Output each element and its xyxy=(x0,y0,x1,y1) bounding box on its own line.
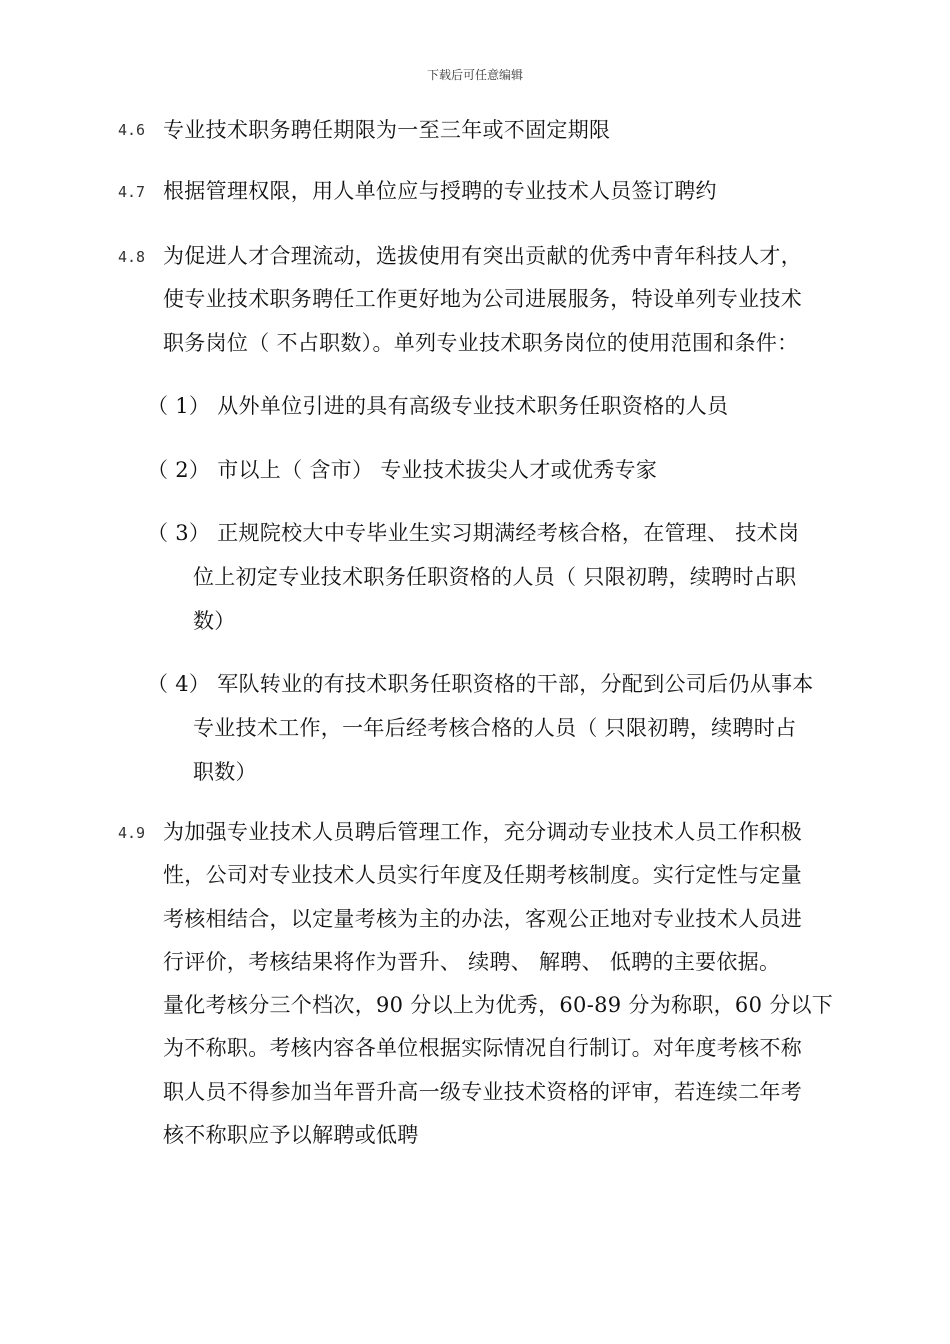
list-item-1 xyxy=(147,384,867,428)
text-line: （ 4） 军队转业的有技术职务任职资格的干部，分配到公司后仍从事本 xyxy=(147,672,814,696)
text-line: 职数） xyxy=(193,760,257,784)
section-4-8-text xyxy=(163,235,863,365)
list-item-3 xyxy=(147,511,867,643)
section-number: 4.9 xyxy=(118,824,146,842)
text-line: 根据管理权限，用人单位应与授聘的专业技术人员签订聘约 xyxy=(163,179,717,203)
text-line: 为促进人才合理流动，选拔使用有突出贡献的优秀中青年科技人才， xyxy=(163,244,802,268)
text-line: 行评价，考核结果将作为晋升、 续聘、 解聘、 低聘的主要依据。 xyxy=(163,949,781,974)
list-item-4 xyxy=(147,662,867,794)
text-line: 核不称职应予以解聘或低聘 xyxy=(163,1123,419,1148)
section-4-6-text xyxy=(163,109,863,152)
text-line: 数） xyxy=(193,609,236,633)
text-line: 为加强专业技术人员聘后管理工作，充分调动专业技术人员工作积极 xyxy=(163,820,802,844)
text-line: 使专业技术职务聘任工作更好地为公司进展服务，特设单列专业技术 xyxy=(163,287,802,312)
text-line: 专业技术工作，一年后经考核合格的人员（ 只限初聘，续聘时占 xyxy=(193,716,797,740)
text-line: 职务岗位（ 不占职数）。单列专业技术职务岗位的使用范围和条件： xyxy=(163,330,799,355)
page-header: 下载后可任意编辑 xyxy=(426,68,523,82)
section-number: 4.8 xyxy=(118,248,146,266)
section-number: 4.6 xyxy=(118,121,146,139)
text-line: （ 3） 正规院校大中专毕业生实习期满经考核合格，在管理、 技术岗 xyxy=(147,521,800,545)
text-line: 量化考核分三个档次，90 分以上为优秀，60-89 分为称职，60 分以下 xyxy=(163,993,834,1018)
list-item-2 xyxy=(147,448,867,492)
text-line: 考核相结合，以定量考核为主的办法，客观公正地对专业技术人员进 xyxy=(163,906,802,931)
text-line: 专业技术职务聘任期限为一至三年或不固定期限 xyxy=(163,118,611,142)
section-4-9-text xyxy=(163,811,863,1157)
text-line: 职人员不得参加当年晋升高一级专业技术资格的评审，若连续二年考 xyxy=(163,1079,802,1104)
section-number: 4.7 xyxy=(118,183,146,201)
text-line: 为不称职。考核内容各单位根据实际情况自行制订。对年度考核不称 xyxy=(163,1036,802,1061)
text-line: （ 2） 市以上（ 含市） 专业技术拔尖人才或优秀专家 xyxy=(147,458,658,482)
section-4-7-text xyxy=(163,170,863,213)
text-line: 性，公司对专业技术人员实行年度及任期考核制度。实行定性与定量 xyxy=(163,863,802,888)
text-line: （ 1） 从外单位引进的具有高级专业技术职务任职资格的人员 xyxy=(147,394,729,418)
text-line: 位上初定专业技术职务任职资格的人员（ 只限初聘，续聘时占职 xyxy=(193,565,797,589)
